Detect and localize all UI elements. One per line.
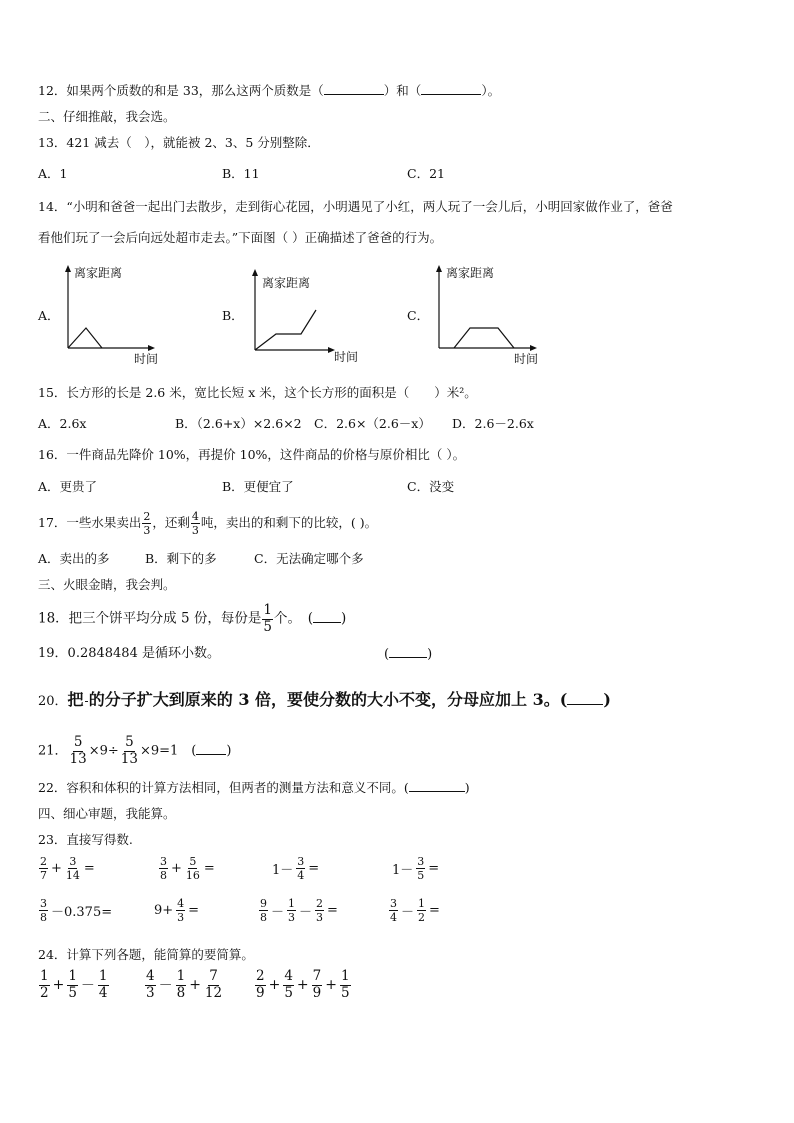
fraction: $\frac{5}{13}$	[69, 734, 87, 767]
expression	[152, 898, 201, 923]
numerator: 3	[160, 855, 167, 868]
question-18: 18．把三个饼平均分成 5 份，每份是 $\frac{1}{5}$ 个。 ( )	[38, 602, 347, 635]
numerator: 1	[288, 897, 296, 910]
denominator: 8	[260, 911, 267, 924]
section-2-heading: 二、仔细推敲，我会选。	[38, 109, 176, 124]
operator: +	[51, 861, 62, 876]
numerator: 3	[69, 855, 77, 868]
graph-c[interactable]	[432, 262, 552, 366]
distance-line	[255, 310, 316, 350]
numerator: 1	[418, 897, 426, 910]
graph-c-letter[interactable]: C．	[407, 308, 430, 323]
denominator: 7	[40, 869, 47, 882]
option-b[interactable]: B．11	[222, 166, 260, 181]
fraction	[185, 856, 201, 881]
option-c[interactable]: C．没变	[407, 479, 455, 494]
question-22: 22．容积和体积的计算方法相同，但两者的测量方法和意义不同。( )	[38, 780, 470, 795]
distance-line	[68, 328, 102, 348]
fraction	[417, 898, 426, 923]
operator: +	[52, 977, 65, 993]
option-a[interactable]: A．更贵了	[38, 479, 98, 494]
question-16: 16．一件商品先降价 10%，再提价 10%，这件商品的价格与原价相比（ ）。	[38, 447, 466, 462]
denominator: 5	[417, 869, 425, 882]
operator: =	[203, 861, 215, 876]
fraction	[98, 970, 109, 1000]
distance-line	[454, 328, 514, 348]
numerator: 7	[209, 968, 218, 984]
fraction	[65, 856, 81, 881]
denominator: 4	[390, 911, 397, 924]
operator: +	[189, 977, 201, 993]
question-21: 21． $\frac{5}{13}$ ×9÷ $\frac{5}{13}$ ×9=1 ( )	[38, 734, 232, 767]
question-23-title: 23．直接写得数.	[38, 832, 133, 847]
question-13: 13．421 减去（ ），就能被 2、3、5 分别整除．	[38, 135, 320, 150]
operator: －	[158, 978, 173, 994]
option-b[interactable]: B．剩下的多	[145, 551, 217, 566]
fraction	[176, 970, 187, 1000]
numerator: 5	[189, 855, 197, 868]
graph-a[interactable]	[60, 262, 170, 366]
numerator: 4	[146, 968, 155, 984]
numerator: 7	[312, 968, 322, 984]
fraction	[296, 856, 305, 881]
question-14-line1: 14．“小明和爸爸一起出门去散步，走到街心花园，小明遇见了小红，两人玩了一会儿后，小明回家做作业了，爸爸	[38, 199, 673, 214]
numerator: 1	[340, 968, 350, 984]
numerator: 3	[390, 897, 397, 910]
x-axis-label: 时间	[334, 350, 359, 364]
fraction	[283, 970, 294, 1000]
expression	[254, 970, 352, 1000]
fraction	[39, 856, 48, 881]
fraction	[255, 970, 266, 1000]
denominator: 14	[65, 869, 80, 882]
numerator: 3	[417, 855, 425, 868]
fraction	[39, 970, 50, 1000]
denominator: 8	[40, 911, 47, 924]
expression	[158, 856, 217, 881]
denominator: 8	[176, 984, 186, 1001]
option-a[interactable]: A．2.6x	[38, 416, 87, 431]
expression	[38, 898, 114, 923]
denominator: 5	[284, 984, 293, 1001]
operator: －0.375=	[51, 905, 113, 920]
numerator: 2	[40, 855, 47, 868]
denominator: 4	[297, 869, 305, 882]
numerator: 9	[260, 897, 267, 910]
fraction	[159, 856, 168, 881]
option-a[interactable]: A．1	[38, 166, 68, 181]
operator: －	[271, 905, 285, 920]
question-19-answer: ( )	[384, 647, 433, 662]
expression	[38, 856, 97, 881]
expression	[388, 898, 442, 923]
numerator: 2	[316, 897, 324, 910]
answer-blank[interactable]	[196, 742, 226, 755]
expression	[258, 898, 340, 923]
answer-blank[interactable]	[421, 82, 481, 95]
denominator: 3	[288, 911, 296, 924]
fraction	[259, 898, 268, 923]
graph-b-letter[interactable]: B．	[222, 308, 244, 323]
fraction: $\frac{4}{3}$	[191, 510, 199, 537]
operator: +	[325, 977, 337, 993]
operator: =	[429, 903, 440, 918]
graph-b[interactable]	[246, 264, 366, 366]
numerator: 3	[297, 855, 305, 868]
numerator: 4	[177, 897, 185, 910]
operator: =	[327, 903, 338, 918]
section-3-heading: 三、火眼金睛，我会判。	[38, 577, 176, 592]
denominator: 9	[312, 984, 322, 1001]
x-axis-label: 时间	[514, 352, 539, 366]
answer-blank[interactable]	[567, 692, 603, 705]
option-b[interactable]: B．更便宜了	[222, 479, 294, 494]
fraction	[315, 898, 324, 923]
denominator: 12	[204, 984, 223, 1001]
question-17: 17．一些水果卖出 $\frac{2}{3}$ ，还剩 $\frac{4}{3}$ 吨，卖出的和剩下的比较，( )。	[38, 510, 378, 537]
fraction	[340, 970, 351, 1000]
operator: 1－	[272, 863, 294, 878]
y-axis-label: 离家距离	[262, 276, 311, 290]
question-15: 15．长方形的长是 2.6 米，宽比长短 x 米，这个长方形的面积是（ ）米²。	[38, 385, 477, 400]
operator: =	[428, 861, 440, 876]
operator: －	[299, 905, 313, 920]
y-axis-arrow	[436, 265, 442, 272]
fraction	[287, 898, 296, 923]
answer-blank[interactable]	[389, 645, 427, 658]
numerator: 1	[176, 968, 186, 984]
denominator: 2	[418, 911, 426, 924]
operator: +	[296, 977, 309, 993]
denominator: 2	[40, 984, 49, 1001]
option-c[interactable]: C．无法确定哪个多	[254, 551, 364, 566]
expression	[390, 856, 441, 881]
answer-blank[interactable]	[409, 779, 465, 792]
option-a[interactable]: A．卖出的多	[38, 551, 110, 566]
numerator: 3	[40, 897, 47, 910]
numerator: 1	[98, 968, 108, 984]
question-20: 20．把 的分子扩大到原来的 3 倍，要使分数的大小不变，分母应加上 3。( )	[38, 690, 611, 709]
denominator: 16	[185, 869, 200, 882]
denominator: 3	[177, 911, 185, 924]
fraction	[312, 970, 323, 1000]
option-b[interactable]: B．（2.6+x）×2.6×2	[175, 416, 302, 431]
question-14-line2: 看他们玩了一会后向远处超市走去。”下面图（ ）正确描述了爸爸的行为。	[38, 230, 443, 245]
operator: －	[80, 978, 95, 994]
numerator: 4	[284, 968, 293, 984]
fraction	[67, 970, 78, 1000]
question-24-title: 24．计算下列各题，能简算的要简算。	[38, 947, 254, 962]
operator: +	[171, 861, 182, 876]
question-19: 19．0.2848484 是循环小数。	[38, 646, 220, 661]
option-c[interactable]: C．21	[407, 166, 445, 181]
expression	[144, 970, 224, 1000]
denominator: 5	[68, 984, 77, 1001]
y-axis-label: 离家距离	[446, 266, 495, 280]
y-axis-label: 离家距离	[74, 266, 123, 280]
option-c[interactable]: C．2.6×（2.6－x）	[314, 416, 431, 431]
fraction: $\frac{5}{13}$	[120, 734, 138, 767]
operator: =	[83, 861, 95, 876]
question-12: 12．如果两个质数的和是 33，那么这两个质数是（ ）和（ ）。	[38, 83, 501, 98]
operator: =	[308, 861, 320, 876]
operator: =	[188, 903, 200, 918]
graph-a-letter[interactable]: A．	[38, 308, 60, 323]
denominator: 3	[316, 911, 324, 924]
numerator: 1	[40, 968, 49, 984]
y-axis-arrow	[252, 269, 258, 276]
fraction: $\frac{1}{5}$	[263, 602, 272, 635]
expression	[270, 856, 321, 881]
fraction	[416, 856, 425, 881]
answer-blank[interactable]	[313, 610, 341, 623]
denominator: 4	[98, 984, 108, 1001]
y-axis-arrow	[65, 265, 71, 272]
fraction	[389, 898, 398, 923]
x-axis-label: 时间	[134, 352, 159, 366]
fraction	[39, 898, 48, 923]
answer-blank[interactable]	[324, 82, 384, 95]
denominator: 8	[160, 869, 167, 882]
denominator: 9	[256, 984, 265, 1001]
numerator: 1	[68, 968, 77, 984]
operator: 9+	[154, 903, 174, 918]
denominator: 3	[146, 984, 155, 1001]
expression	[38, 970, 110, 1000]
fraction	[204, 970, 223, 1000]
numerator: 2	[256, 968, 265, 984]
fraction	[176, 898, 185, 923]
denominator: 5	[340, 984, 350, 1001]
operator: 1－	[392, 863, 414, 878]
fraction	[145, 970, 156, 1000]
fraction-icon	[85, 694, 88, 709]
option-d[interactable]: D．2.6－2.6x	[452, 416, 534, 431]
section-4-heading: 四、细心审题，我能算。	[38, 806, 176, 821]
operator: －	[401, 905, 415, 920]
operator: +	[268, 977, 281, 993]
fraction: $\frac{2}{3}$	[143, 510, 151, 537]
